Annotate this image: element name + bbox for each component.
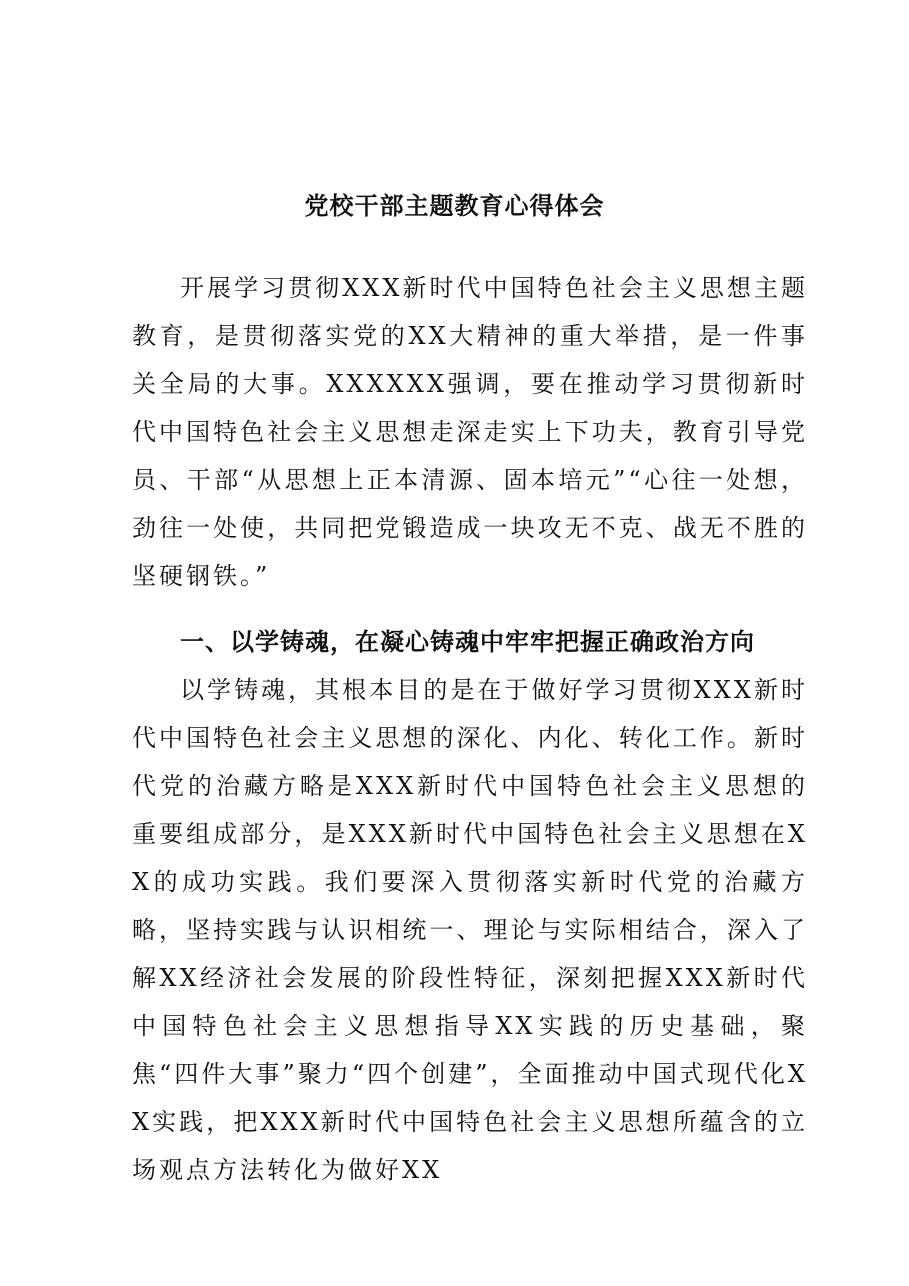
intro-paragraph: 开展学习贯彻XXX新时代中国特色社会主义思想主题教育，是贯彻落实党的XX大精神的重大举措，是一件事关全局的大事。XXXXXX强调，要在推动学习贯彻新时代中国特色社会主义思想走深走实上下功夫，教育引导党员、干部“从思想上正本清源、固本培元”“心往一处想，劲往一处使，共同把党锻造成一块攻无不克、战无不胜的坚硬钢铁。” [132,274,808,590]
section-1-paragraph: 以学铸魂，其根本目的是在于做好学习贯彻XXX新时代中国特色社会主义思想的深化、内化、转化工作。新时代党的治藏方略是XXX新时代中国特色社会主义思想的重要组成部分，是XXX新时代中国特色社会主义思想在XX的成功实践。我们要深入贯彻落实新时代党的治藏方略，坚持实践与认识相统一、理论与实际相结合，深入了解XX经济社会发展的阶段性特征，深刻把握XXX新时代中国特色社会主义思想指导XX实践的历史基础，聚焦“四件大事”聚力“四个创建”，全面推动中国式现代化XX实践，把XXX新时代中国特色社会主义思想所蕴含的立场观点方法转化为做好XX [132,676,808,1184]
document-title: 党校干部主题教育心得体会 [304,192,605,220]
section-1 [132,618,808,1194]
section-1-heading: 一、以学铸魂，在凝心铸魂中牢牢把握正确政治方向 [180,628,755,656]
intro-block [132,264,808,600]
